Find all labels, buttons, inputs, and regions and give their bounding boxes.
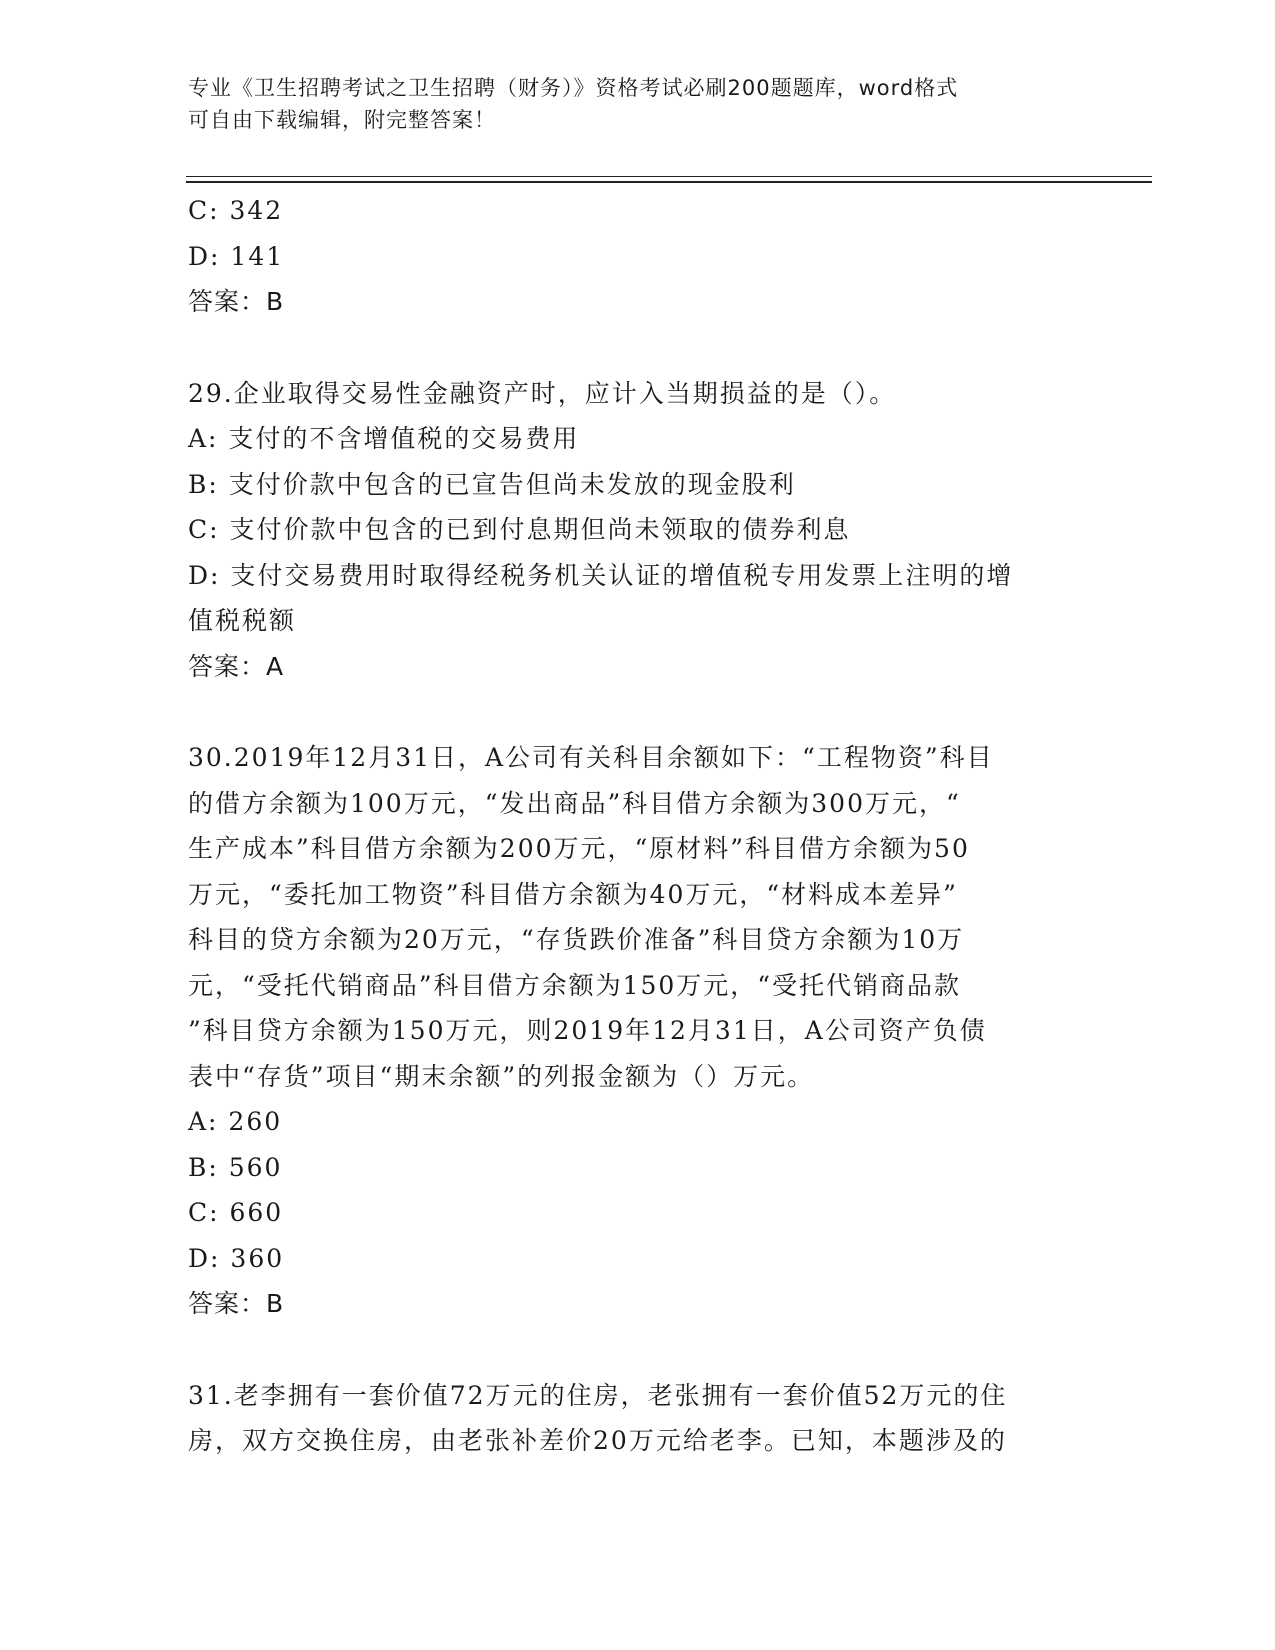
q30-stem-line: 万元，“委托加工物资”科目借方余额为40万元，“材料成本差异” xyxy=(188,879,958,909)
q30-answer: 答案：B xyxy=(188,1289,285,1318)
header-title-line-2: 可自由下载编辑，附完整答案！ xyxy=(188,108,496,132)
q30-option-b: B: 560 xyxy=(188,1152,283,1182)
question-content xyxy=(188,188,1068,1464)
q29-stem: 29.企业取得交易性金融资产时，应计入当期损益的是（）。 xyxy=(188,378,897,408)
q30-stem-line: 的借方余额为100万元，“发出商品”科目借方余额为300万元，“ xyxy=(188,788,961,818)
question-spacer xyxy=(188,689,1068,735)
header-divider-thin xyxy=(186,176,1152,177)
q31-stem-line: 房，双方交换住房，由老张补差价20万元给老李。已知，本题涉及的 xyxy=(188,1426,1007,1455)
question-spacer xyxy=(188,325,1068,371)
q31-stem-line: 31.老李拥有一套价值72万元的住房，老张拥有一套价值52万元的住 xyxy=(188,1380,1008,1410)
q28-option-c: C: 342 xyxy=(188,196,284,225)
q29-option-c: C: 支付价款中包含的已到付息期但尚未领取的债券利息 xyxy=(188,515,851,544)
q29-option-b: B: 支付价款中包含的已宣告但尚未发放的现金股利 xyxy=(188,469,796,499)
question-spacer xyxy=(188,1327,1068,1373)
q28-option-d: D: 141 xyxy=(188,241,285,271)
q28-answer: 答案：B xyxy=(188,287,285,316)
q30-stem-line: 生产成本”科目借方余额为200万元，“原材料”科目借方余额为50 xyxy=(188,834,970,863)
q30-stem-line: 30.2019年12月31日，A公司有关科目余额如下：“工程物资”科目 xyxy=(188,743,994,772)
q29-option-d-line-2: 值税税额 xyxy=(188,606,297,635)
q30-stem-line: 表中“存货”项目“期末余额”的列报金额为（）万元。 xyxy=(188,1061,815,1091)
header-divider-thick xyxy=(186,181,1152,183)
document-header xyxy=(188,72,1068,136)
q30-stem-line: ”科目贷方余额为150万元，则2019年12月31日，A公司资产负债 xyxy=(188,1016,987,1045)
q30-stem-line: 科目的贷方余额为20万元，“存货跌价准备”科目贷方余额为10万 xyxy=(188,925,965,954)
q30-stem-line: 元，“受托代销商品”科目借方余额为150万元，“受托代销商品款 xyxy=(188,970,962,1000)
q29-option-d-line-1: D: 支付交易费用时取得经税务机关认证的增值税专用发票上注明的增 xyxy=(188,560,1014,590)
q30-option-c: C: 660 xyxy=(188,1198,284,1227)
q30-option-d: D: 360 xyxy=(188,1243,285,1273)
q29-option-a: A: 支付的不含增值税的交易费用 xyxy=(188,424,580,453)
q30-option-a: A: 260 xyxy=(188,1107,283,1136)
header-title-line-1: 专业《卫生招聘考试之卫生招聘（财务）》资格考试必刷200题题库，word格式 xyxy=(188,76,959,100)
q29-answer: 答案：A xyxy=(188,651,285,681)
